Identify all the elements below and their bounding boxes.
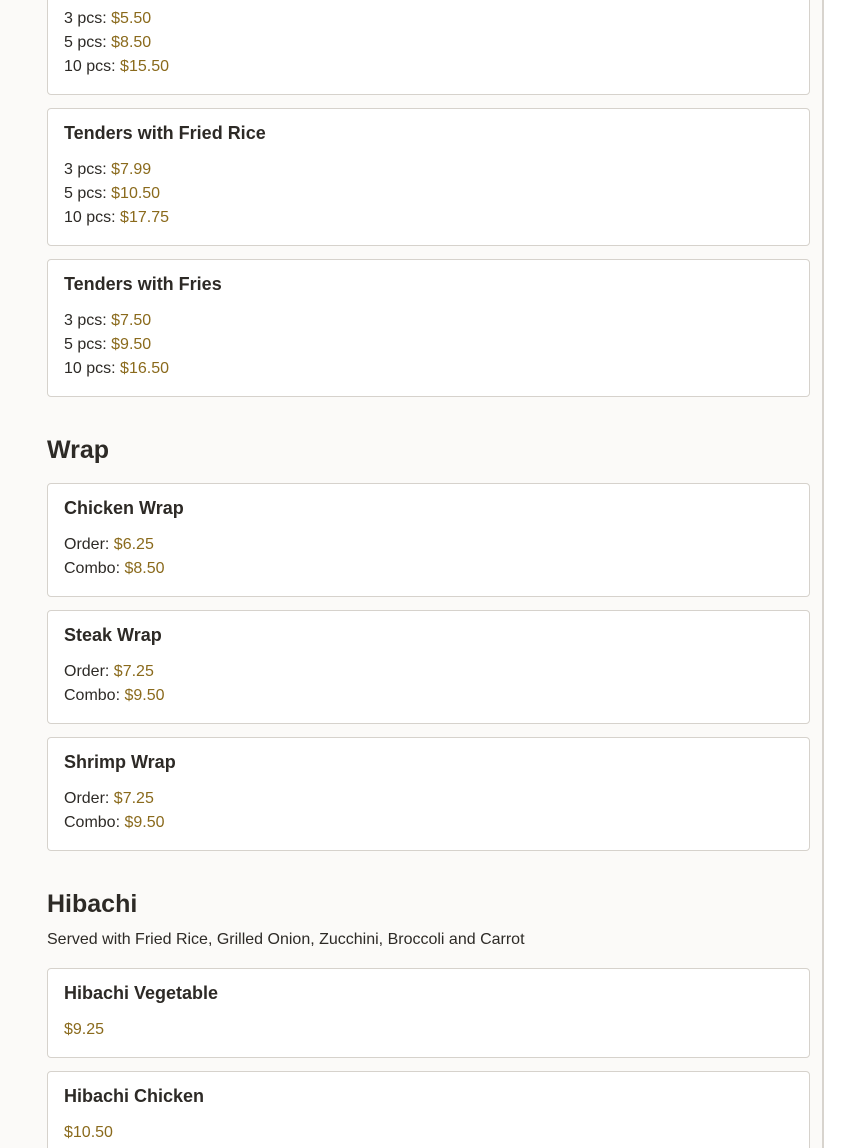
price-option-label: Combo: [64,560,121,577]
menu-item-title: Tenders with Fries [64,274,222,294]
price-value: $8.50 [124,560,165,577]
price-option-label: Order: [64,790,110,807]
price-line [64,185,160,203]
menu-item-card [47,737,810,851]
price-option-label: 3 pcs: [64,161,107,178]
price-option-label: Order: [64,536,110,553]
price-value: $7.50 [111,312,152,329]
price-line [64,560,165,578]
price-value: $7.25 [113,663,154,680]
menu-item-title: Hibachi Chicken [64,1086,205,1106]
menu-item-card [47,610,810,724]
section-title-wrap: Wrap [47,436,110,464]
menu-item-title: Chicken Wrap [64,498,184,518]
price-line [64,161,151,179]
price-value: $7.99 [111,161,152,178]
price-line [64,663,154,681]
price-option-label: 10 pcs: [64,209,116,226]
price-line [64,360,169,378]
price-value: $10.50 [111,185,161,202]
price-value: $8.50 [111,34,152,51]
menu-item-title: Steak Wrap [64,625,162,645]
menu-item-card [47,0,810,95]
price-option-label: 5 pcs: [64,185,107,202]
price-line [64,1124,113,1142]
price-line [64,790,154,808]
price-line [64,536,154,554]
menu-item-title: Hibachi Vegetable [64,983,219,1003]
price-line [64,10,151,28]
price-option-label: 10 pcs: [64,360,116,377]
price-value: $9.25 [64,1021,105,1038]
price-option-label: Combo: [64,814,121,831]
price-value: $9.50 [124,814,165,831]
price-option-label: 3 pcs: [64,312,107,329]
section-description: Served with Fried Rice, Grilled Onion, Zucchini, Broccoli and Carrot [47,931,525,948]
price-line [64,1021,104,1039]
price-value: $17.75 [120,209,169,226]
menu-item-title: Tenders with Fried Rice [64,123,266,143]
price-line [64,336,151,354]
price-line [64,34,151,52]
section-title-hibachi: Hibachi [47,890,138,918]
menu-item-card [47,968,810,1058]
price-option-label: 3 pcs: [64,10,107,27]
price-line [64,814,165,832]
menu-item-title: Shrimp Wrap [64,752,176,772]
price-value: $15.50 [120,58,169,75]
price-value: $16.50 [120,360,169,377]
menu-item-card [47,108,810,246]
price-option-label: Combo: [64,687,121,704]
price-line [64,687,165,705]
price-option-label: Order: [64,663,110,680]
menu-item-card [47,1071,810,1148]
price-value: $9.50 [111,336,152,353]
price-line [64,58,169,76]
price-option-label: 10 pcs: [64,58,116,75]
price-line [64,209,169,227]
price-line [64,312,151,330]
price-option-label: 5 pcs: [64,34,107,51]
menu-item-card [47,259,810,397]
price-value: $9.50 [124,687,165,704]
price-value: $5.50 [111,10,152,27]
price-value: $6.25 [113,536,154,553]
menu-item-card [47,483,810,597]
price-option-label: 5 pcs: [64,336,107,353]
price-value: $10.50 [64,1124,113,1141]
price-value: $7.25 [113,790,154,807]
